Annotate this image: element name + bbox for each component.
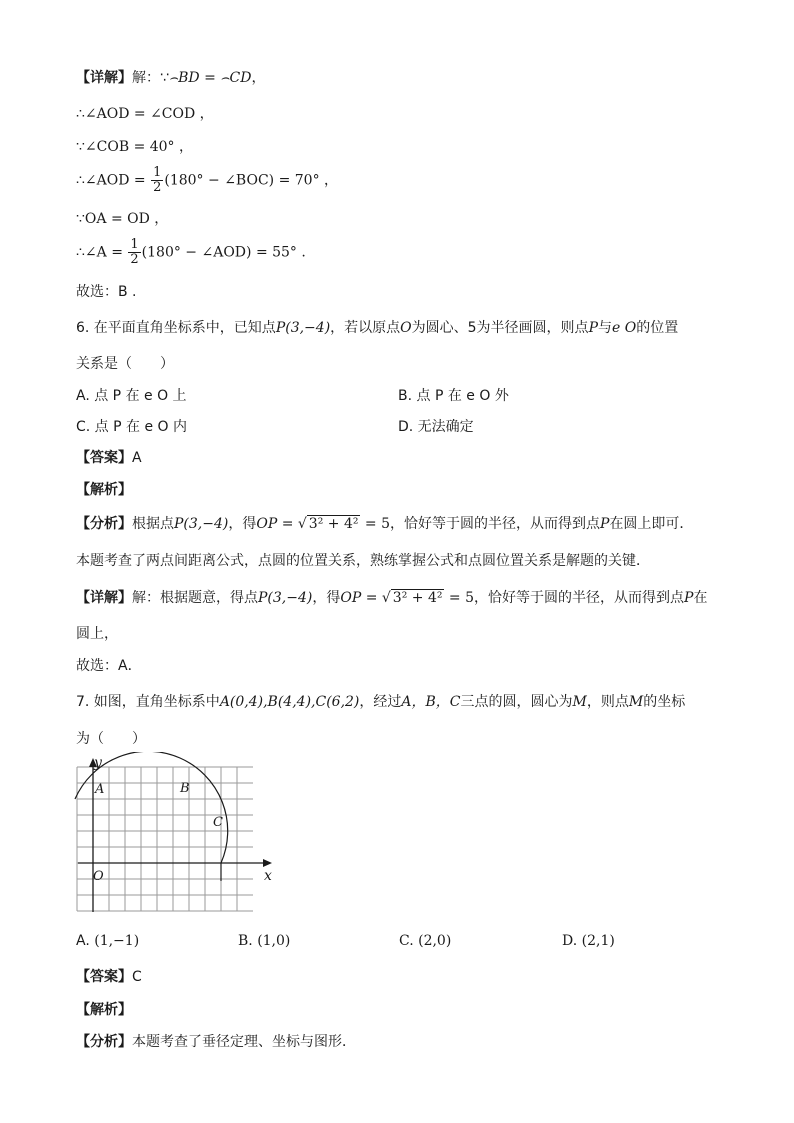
- text: ，得: [228, 516, 257, 532]
- q6-option-b: B. 点 P 在 e O 外: [398, 388, 509, 404]
- q6-option-d: D. 无法确定: [398, 419, 474, 435]
- op-expr: OP =: [340, 590, 378, 606]
- detail-text: 解：∵: [132, 70, 169, 86]
- stem-text: ，经过: [359, 694, 402, 710]
- stem-text: 与: [597, 320, 612, 336]
- point-p: P: [588, 320, 598, 336]
- q7-option-c: C. (2,0): [399, 933, 452, 949]
- q5-detail-line: [76, 68, 265, 88]
- point-m: M: [572, 694, 587, 710]
- stem-text: ，若以原点: [330, 320, 401, 336]
- option-value: (1,−1): [94, 933, 140, 949]
- origin-o: O: [400, 320, 412, 336]
- origin-label: O: [93, 869, 104, 884]
- q6-answer: [76, 448, 142, 468]
- text: 在: [693, 590, 708, 606]
- q6-option-c: C. 点 P 在 e O 内: [76, 419, 188, 435]
- q5-step-3: ∵∠COB = 40° ，: [76, 139, 194, 155]
- x-axis-label: x: [264, 868, 272, 884]
- fenxi-tag: 【分析】: [76, 516, 132, 532]
- option-letter: A.: [76, 933, 90, 949]
- op-expr: OP =: [256, 516, 294, 532]
- q6-stem-line1: [76, 318, 678, 338]
- y-axis-label: y: [94, 755, 102, 771]
- fraction: [128, 238, 140, 267]
- q5-step-2: ∴∠AOD = ∠COD ，: [76, 106, 214, 122]
- denominator: 2: [153, 180, 162, 195]
- stem-text: 的位置: [636, 320, 679, 336]
- q6-option-a: A. 点 P 在 e O 上: [76, 388, 187, 404]
- q5-step-5: ∵OA = OD ，: [76, 211, 169, 227]
- answer-tag: 【答案】: [76, 450, 132, 466]
- point-p: P(3,−4): [275, 320, 331, 336]
- text: ，得: [312, 590, 341, 606]
- points: A(0,4),B(4,4),C(6,2): [219, 694, 360, 710]
- fenxi-text: 本题考查了垂径定理、坐标与图形．: [132, 1034, 356, 1050]
- q7-fenxi: [76, 1032, 356, 1052]
- stem-text: ，则点: [586, 694, 629, 710]
- denominator: 2: [130, 252, 139, 267]
- stem-text: 三点的圆，圆心为: [460, 694, 573, 710]
- answer-value: A: [132, 450, 142, 466]
- q5-step-4: [76, 166, 338, 195]
- expr-post: (180° − ∠AOD) = 55° .: [141, 244, 306, 261]
- point-a-label: A: [95, 782, 105, 797]
- text: ，恰好等于圆的半径，从而得到点: [390, 516, 601, 532]
- q6-detail-line2: 圆上，: [76, 626, 118, 642]
- detail-tag: 【详解】: [76, 590, 132, 606]
- q5-step-6: [76, 238, 306, 267]
- text: ，恰好等于圆的半径，从而得到点: [474, 590, 685, 606]
- q7-option-a: [76, 931, 139, 951]
- point-b-label: B: [180, 781, 190, 796]
- punct: ，: [251, 70, 266, 86]
- point-p: P(3,−4): [174, 516, 229, 532]
- q7-analysis-tag: 【解析】: [76, 1002, 132, 1018]
- q7-answer: [76, 967, 142, 987]
- answer-value: C: [132, 969, 142, 985]
- numerator: 1: [130, 237, 139, 252]
- text: 解：根据题意，得点: [132, 590, 258, 606]
- numerator: 1: [153, 165, 162, 180]
- q7-stem-line2: 为（ ）: [76, 731, 146, 747]
- point-p: P(3,−4): [258, 590, 313, 606]
- point-m: M: [628, 694, 644, 710]
- q6-analysis-tag: 【解析】: [76, 482, 132, 498]
- circle-o: e O: [611, 320, 637, 336]
- arc-equation: ⌢BD = ⌢CD: [168, 70, 252, 86]
- detail-tag: 【详解】: [76, 70, 132, 86]
- stem-text: 为圆心、5为半径画圆，则点: [411, 320, 589, 336]
- stem-text: 的坐标: [643, 694, 686, 710]
- q5-choice: 故选：B .: [76, 284, 137, 300]
- expr-post: (180° − ∠BOC) = 70° ，: [164, 172, 339, 189]
- point-p: P: [600, 516, 610, 532]
- fenxi-tag: 【分析】: [76, 1034, 132, 1050]
- radicand: 3² + 4²: [392, 590, 443, 606]
- text: 在圆上即可．: [609, 516, 694, 532]
- text: 根据点: [132, 516, 174, 532]
- point-c-label: C: [213, 815, 223, 830]
- point-p: P: [684, 590, 694, 606]
- radicand: 3² + 4²: [308, 516, 359, 532]
- eq: = 5: [364, 516, 391, 532]
- coordinate-figure: [72, 752, 282, 918]
- eq: = 5: [448, 590, 475, 606]
- q7-option-d: D. (2,1): [562, 933, 615, 949]
- q6-choice: 故选：A．: [76, 658, 142, 674]
- expr-pre: ∴∠A =: [76, 244, 123, 261]
- q6-fenxi: [76, 514, 693, 534]
- fraction: [151, 166, 163, 195]
- expr-pre: ∴∠AOD =: [76, 172, 146, 189]
- q7-stem-line1: [76, 692, 685, 712]
- answer-tag: 【答案】: [76, 969, 132, 985]
- q7-option-b: B. (1,0): [238, 933, 291, 949]
- sqrt-expr: √ 3² + 4²: [381, 590, 443, 606]
- q6-stem-line2: 关系是（ ）: [76, 356, 174, 372]
- q6-note: 本题考查了两点间距离公式，点圆的位置关系，熟练掌握公式和点圆位置关系是解题的关键．: [76, 553, 650, 569]
- points-abc: A，B，C: [401, 694, 461, 710]
- q6-detail: [76, 588, 707, 608]
- sqrt-expr: √ 3² + 4²: [297, 516, 359, 532]
- stem-text: 6. 在平面直角坐标系中，已知点: [76, 320, 276, 336]
- stem-text: 7. 如图，直角坐标系中: [76, 694, 220, 710]
- x-axis-arrow: [263, 859, 272, 867]
